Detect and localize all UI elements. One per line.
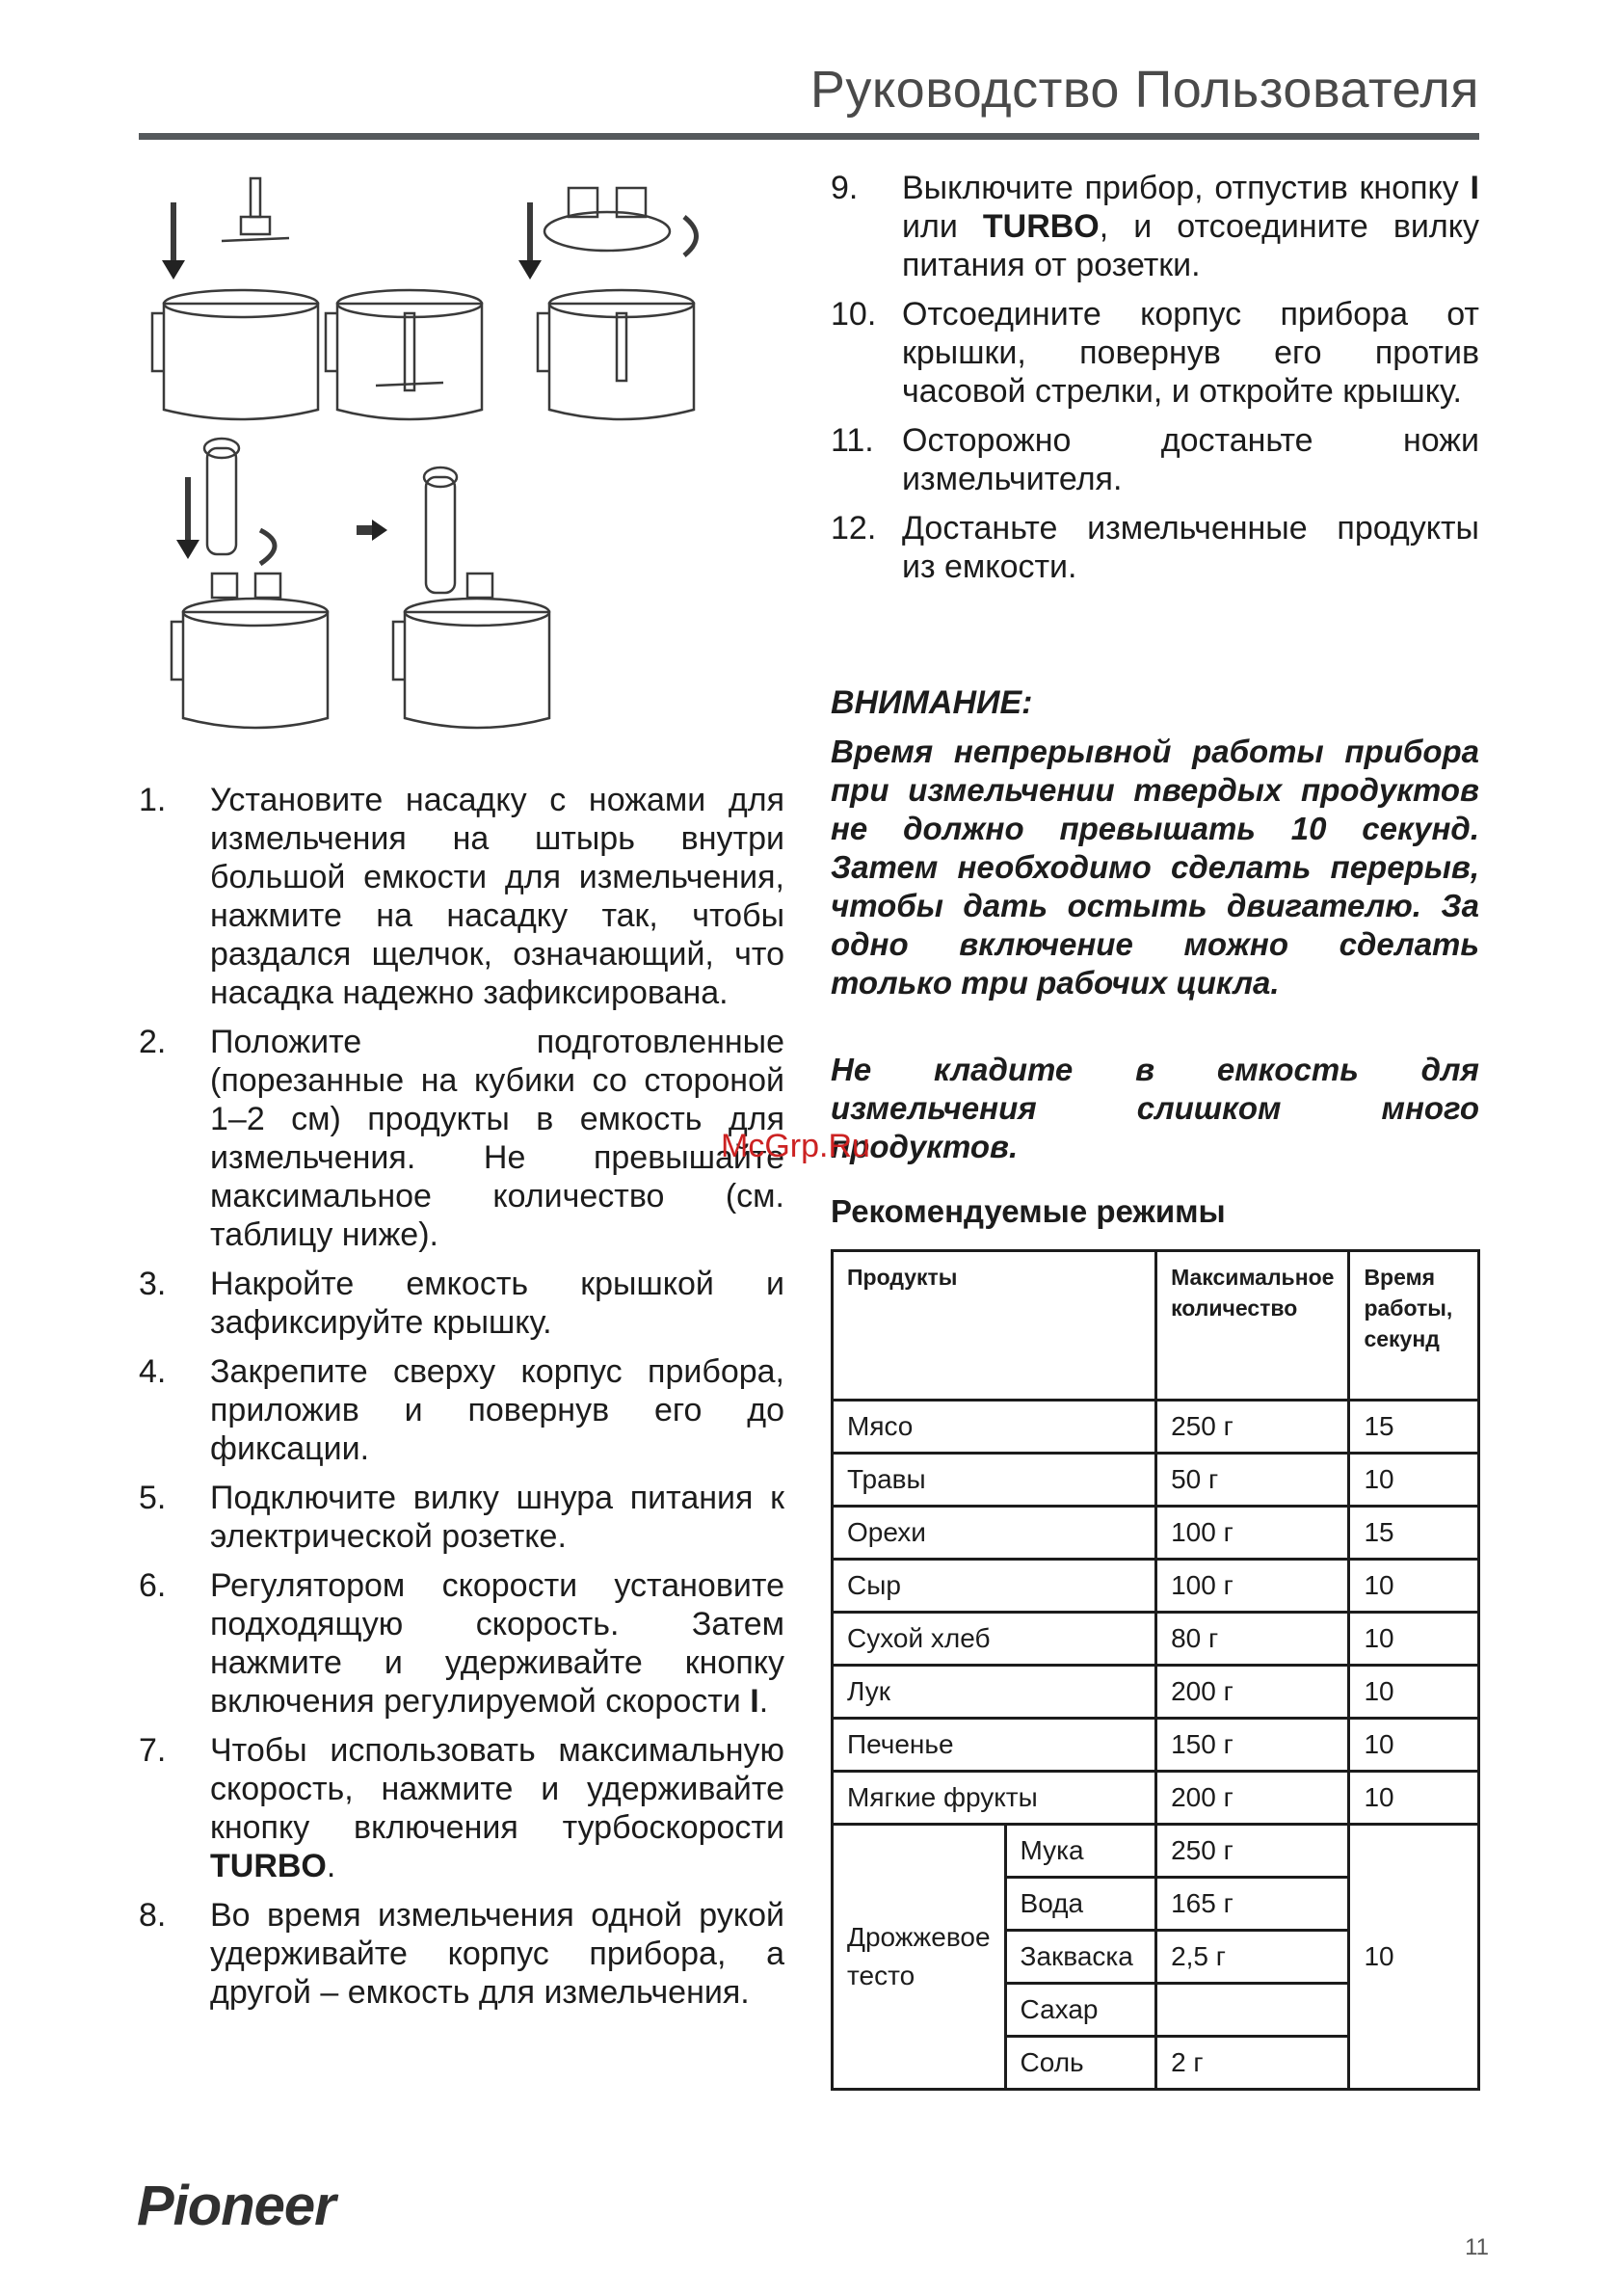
table-row: Орехи 100 г 15 — [833, 1507, 1479, 1560]
table-row: Лук 200 г 10 — [833, 1666, 1479, 1719]
page-header-title: Руководство Пользователя — [809, 61, 1479, 119]
list-item: 6. Регулятором скорости установите подходящую скорость. Затем нажмите и удерживайте кнопку включения регулируемой скорости I. — [139, 1567, 784, 1720]
list-item: 3. Накройте емкость крышкой и зафиксируйте крышку. — [139, 1266, 784, 1341]
header-time: Время работы, секунд — [1349, 1251, 1479, 1401]
list-item: 2. Положите подготовленные (порезанные на кубики со стороной 1–2 см) продукты в емкость для измельчения. Не превышайте максимальное количество (см. таблицу ниже). — [139, 1024, 784, 1253]
list-item: 5. Подключите вилку шнура питания к электрической розетке. — [139, 1480, 784, 1555]
table-row: Мягкие фрукты 200 г 10 — [833, 1772, 1479, 1825]
table-title: Рекомендуемые режимы — [831, 1193, 1226, 1229]
table-row: Сахар — [833, 1984, 1479, 2037]
list-item: 10. Отсоедините корпус прибора от крышки, повернув его против часовой стрелки, и откройте крышку. — [831, 296, 1479, 410]
header-max-amount: Максимальное количество — [1156, 1251, 1349, 1401]
assembly-illustration — [145, 159, 742, 757]
table-row: Закваска 2,5 г — [833, 1931, 1479, 1984]
assembled-diagram — [393, 467, 549, 728]
table-row: Сыр 100 г 10 — [833, 1560, 1479, 1613]
table-row: Сухой хлеб 80 г 10 — [833, 1613, 1479, 1666]
table-row: Травы 50 г 10 — [833, 1454, 1479, 1507]
list-item: 11. Осторожно достаньте ножи измельчителя. — [831, 422, 1479, 497]
table-row: Дрожжевое тесто Мука 250 г 10 — [833, 1825, 1479, 1878]
list-item: 1. Установите насадку с ножами для измельчения на штырь внутри большой емкости для измельчения, нажмите на насадку так, чтобы раздался щелчок, означающий, что насадка надежно зафиксирована. — [139, 782, 784, 1011]
lid-attach-diagram — [518, 188, 697, 419]
list-item: 12. Достаньте измельченные продукты из емкости. — [831, 510, 1479, 585]
list-item: 4. Закрепите сверху корпус прибора, приложив и повернув его до фиксации. — [139, 1353, 784, 1467]
header-products: Продукты — [833, 1251, 1156, 1401]
instructions-list-left — [139, 781, 784, 2022]
table-row: Печенье 150 г 10 — [833, 1719, 1479, 1772]
table-row: Вода 165 г — [833, 1878, 1479, 1931]
table-row: Мясо 250 г 15 — [833, 1401, 1479, 1454]
list-item: 9. Выключите прибор, отпустив кнопку I или TURBO, и отсоедините вилку питания от розетки. — [831, 170, 1479, 283]
warning-paragraph: Время непрерывной работы прибора при измельчении твердых продуктов не должно превышать 10 секунд. Затем необходимо сделать перерыв, чтобы дать остыть двигателю. За одно включение можно сделать только три рабочих цикла. — [831, 734, 1479, 1001]
brand-logo: Pioneer — [137, 2175, 335, 2237]
table-header-row — [833, 1251, 1479, 1401]
list-item: 7. Чтобы использовать максимальную скорость, нажмите и удерживайте кнопку включения турбоскорости TURBO. — [139, 1732, 784, 1884]
header-divider — [139, 133, 1479, 140]
warning-paragraph-2: Не кладите в емкость для измельчения слишком много продуктов. — [831, 1052, 1479, 1164]
dough-label: Дрожжевое тесто — [833, 1825, 1006, 2090]
page-number: 11 — [1465, 2234, 1489, 2260]
list-item: 8. Во время измельчения одной рукой удерживайте корпус прибора, а другой – емкость для измельчения. — [139, 1897, 784, 2011]
table-row: Соль 2 г — [833, 2037, 1479, 2090]
motor-attach-diagram — [172, 439, 387, 728]
bowl-with-blade-diagram — [326, 290, 482, 419]
dough-time: 10 — [1349, 1825, 1479, 2090]
instructions-list-right — [831, 169, 1479, 597]
watermark: McGrp.Ru — [721, 1128, 870, 1164]
warning-title: ВНИМАНИЕ: — [831, 684, 1033, 721]
recommended-modes-table — [831, 1249, 1480, 2091]
blade-insert-diagram — [152, 178, 318, 419]
